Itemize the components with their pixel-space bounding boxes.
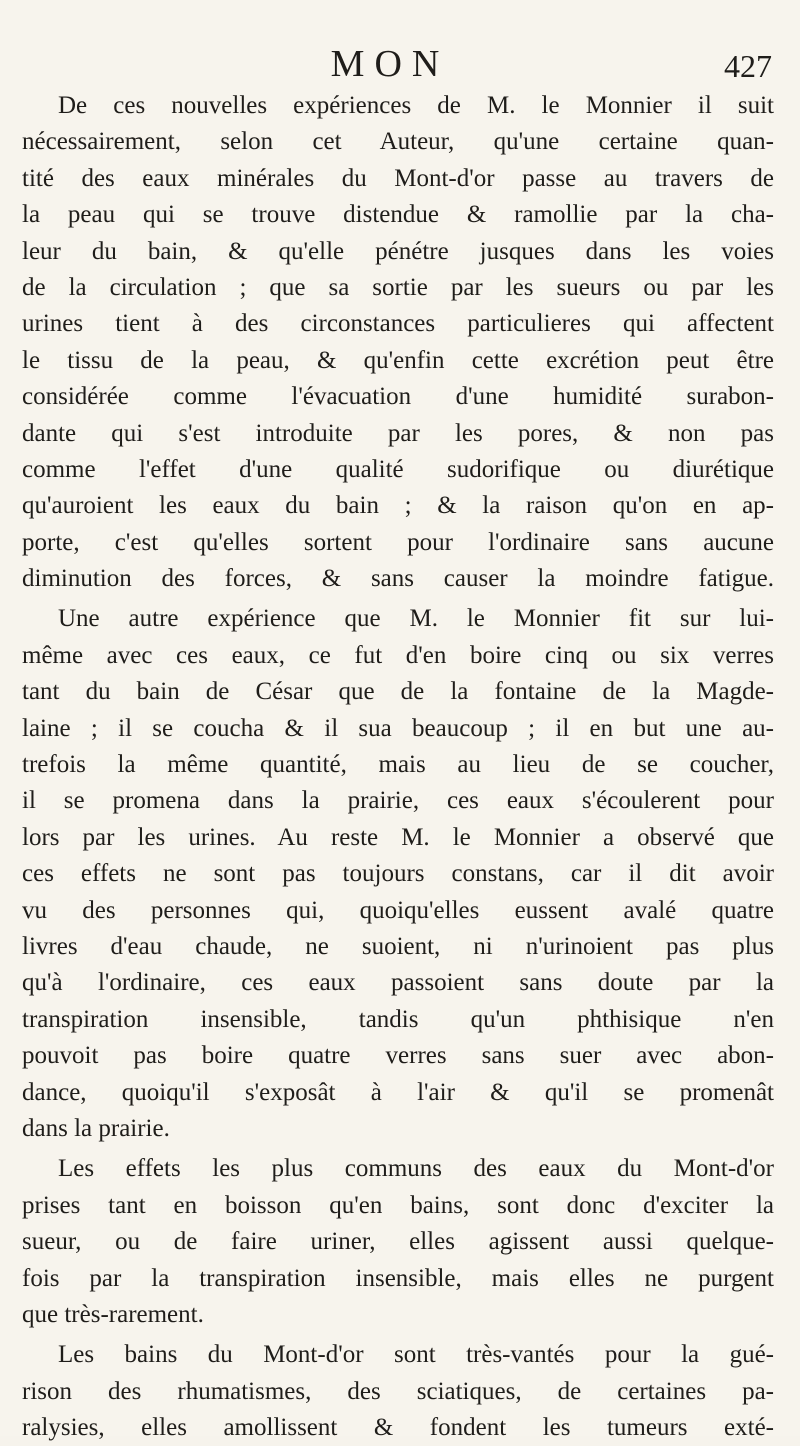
text-line: pouvoit pas boire quatre verres sans suer avec abon- [22, 1042, 774, 1070]
text-line: diminution des forces, & sans causer la moindre fatigue. [22, 565, 774, 593]
text-line: même avec ces eaux, ce fut d'en boire cinq ou six verres [22, 641, 774, 669]
text-line: urines tient à des circonstances particulieres qui affectent [22, 310, 774, 338]
body-text [22, 88, 774, 1446]
text-line: fois par la transpiration insensible, mais elles ne purgent [22, 1264, 774, 1292]
text-line: dance, quoiqu'il s'exposât à l'air & qu'il se promenât [22, 1078, 774, 1106]
text-line: dante qui s'est introduite par les pores, & non pas [22, 419, 774, 447]
text-line: dans la prairie. [22, 1114, 170, 1142]
text-line: porte, c'est qu'elles sortent pour l'ordinaire sans aucune [22, 528, 774, 556]
page-number: 427 [724, 48, 772, 84]
text-line: Les bains du Mont-d'or sont très-vantés pour la gué- [58, 1341, 774, 1369]
text-line: il se promena dans la prairie, ces eaux s'écoulerent pour [22, 787, 774, 815]
text-line: de la circulation ; que sa sortie par les sueurs ou par les [22, 273, 774, 301]
text-line: que très-rarement. [22, 1300, 204, 1328]
text-line: nécessairement, selon cet Auteur, qu'une certaine quan- [22, 128, 774, 156]
text-line: considérée comme l'évacuation d'une humidité surabon- [22, 383, 774, 411]
text-line: De ces nouvelles expériences de M. le Monnier il suit [58, 92, 774, 119]
text-line: ralysies, elles amollissent & fondent les tumeurs exté- [22, 1414, 774, 1442]
text-line: tité des eaux minérales du Mont-d'or passe au travers de [22, 164, 774, 192]
running-head-title: MON [330, 43, 450, 85]
text-line: qu'auroient les eaux du bain ; & la raison qu'on en ap- [22, 492, 774, 520]
text-line: Les effets les plus communs des eaux du Mont-d'or [58, 1155, 774, 1183]
text-line: rison des rhumatismes, des sciatiques, de certaines pa- [22, 1377, 774, 1405]
paragraph [22, 88, 774, 597]
text-line: trefois la même quantité, mais au lieu de se coucher, [22, 751, 774, 779]
text-line: Une autre expérience que M. le Monnier fit sur lui- [58, 605, 774, 633]
text-line: ces effets ne sont pas toujours constans, car il dit avoir [22, 860, 774, 888]
text-line: la peau qui se trouve distendue & ramollie par la cha- [22, 201, 774, 229]
paragraph [22, 1151, 774, 1333]
text-line: sueur, ou de faire uriner, elles agissent aussi quelque- [22, 1228, 774, 1256]
running-head [0, 38, 800, 90]
paragraph [22, 601, 774, 1147]
text-line: prises tant en boisson qu'en bains, sont donc d'exciter la [22, 1191, 774, 1219]
text-line: livres d'eau chaude, ne suoient, ni n'urinoient pas plus [22, 932, 774, 960]
text-line: transpiration insensible, tandis qu'un phthisique n'en [22, 1005, 774, 1033]
text-line: tant du bain de César que de la fontaine de la Magde- [22, 678, 774, 706]
text-line: leur du bain, & qu'elle pénétre jusques dans les voies [22, 237, 774, 265]
text-line: comme l'effet d'une qualité sudorifique ou diurétique [22, 455, 774, 483]
text-line: vu des personnes qui, quoiqu'elles eussent avalé quatre [22, 896, 774, 924]
text-line: le tissu de la peau, & qu'enfin cette excrétion peut être [22, 346, 774, 374]
text-line: lors par les urines. Au reste M. le Monnier a observé que [22, 823, 774, 851]
paragraph [22, 1337, 774, 1446]
text-line: laine ; il se coucha & il sua beaucoup ; il en but une au- [22, 714, 774, 742]
text-line: qu'à l'ordinaire, ces eaux passoient sans doute par la [22, 969, 774, 997]
